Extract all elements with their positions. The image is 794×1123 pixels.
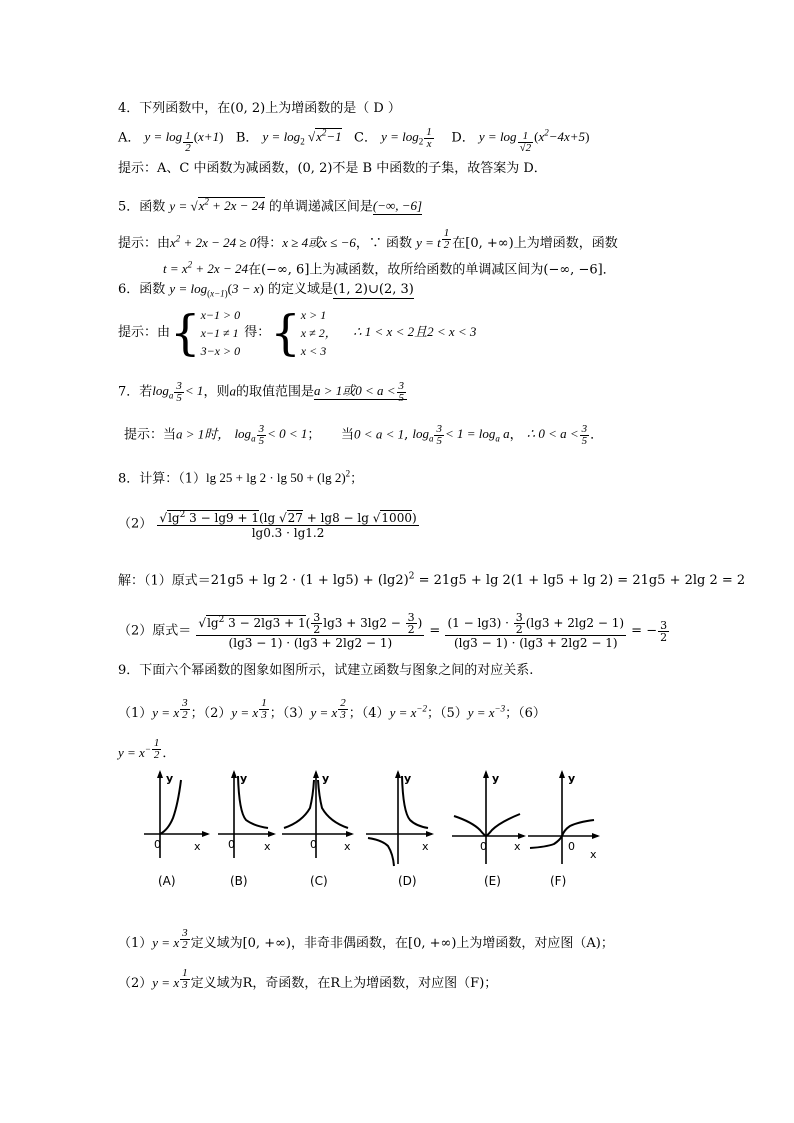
caption-b: (B) xyxy=(230,874,248,888)
q9-list-3: ；（3） xyxy=(269,705,311,721)
power-function-graphs xyxy=(140,768,610,894)
q6-sys1-row: 3−x > 0 xyxy=(200,343,241,358)
q4-opt-c-label: C． xyxy=(354,130,377,146)
q5-hint-ineq: $x^2 + 2x - 24 \ge 0$ xyxy=(170,233,257,250)
q4-opt-a-label: A． xyxy=(118,130,141,146)
caption-c: (C) xyxy=(310,874,328,888)
q4-hint: 提示：A、C 中函数为减函数，(0, 2)不是 B 中函数的子集，故答案为 D． xyxy=(118,161,547,176)
q5-stem-post: 的单调递减区间是 xyxy=(268,199,373,215)
q5-hint-pre: 提示：由 xyxy=(118,235,171,251)
svg-text:y: y xyxy=(568,772,576,785)
q5-formula: $y = √x^2 + 2x - 24$ xyxy=(169,197,265,214)
q9-list-cont: $y = x^{- \frac{1}{2}}$ ． xyxy=(118,737,176,761)
q9-ans2-pre: （2） xyxy=(118,975,153,991)
svg-text:x: x xyxy=(264,840,271,853)
q6-hint-pre: 提示：由 xyxy=(118,325,171,340)
q6-hint-conclusion: ∴ 1 < x < 2且2 < x < 3 xyxy=(353,324,477,339)
q5-hint-line2 xyxy=(163,256,616,279)
q5-stem-pre: 5．函数 xyxy=(118,199,166,215)
graph-c xyxy=(282,770,354,858)
svg-text:y: y xyxy=(240,772,248,785)
svg-text:x: x xyxy=(590,848,597,861)
caption-d: (D) xyxy=(398,874,417,888)
q7-formula: $\log_a$ $\frac{3}{5}$ < 1 xyxy=(152,380,204,404)
q5-hint-mid: 得： xyxy=(256,235,283,251)
q6-stem-pre: 6．函数 xyxy=(118,282,166,297)
q4-stem: 4．下列函数中，在(0, 2)上为增函数的是（ D ） xyxy=(118,101,401,116)
q7-stem-pre: 7．若 xyxy=(118,384,153,400)
q7-hint-ineq1: $\log_a$ $\frac{3}{5}$ < 0 < 1 xyxy=(234,423,308,447)
q4-opt-b-formula: $y = \log_2 √x^2-1$ xyxy=(262,128,342,147)
q9-list-6: ；（6） xyxy=(505,705,546,721)
q7-answer: a > 1或0 < a < $\frac{3}{5}$ xyxy=(314,383,407,400)
q8-solution1 xyxy=(118,568,745,590)
q9-list: （1）y = x $^{\frac{3}{2}}$ ；（2）y = x $^{\frac{1}{3}}$ ；（3）y = x $^{\frac{2}{3}}$ ；$(4)y = x^{-2}$；$(5)y = x^{-3}$；（6） xyxy=(118,697,546,721)
q6-brace2: { xyxy=(270,304,301,361)
q7-stem-post: 的取值范围是 xyxy=(235,384,314,400)
svg-text:y: y xyxy=(166,772,174,785)
q6-stem-post: 的定义域是 xyxy=(268,282,334,297)
q9-ans1-text: 定义域为[0, +∞)，非奇非偶函数，在[0, +∞)上为增函数，对应图（A)； xyxy=(190,935,614,951)
q5-stem xyxy=(118,193,422,216)
q6-brace1: { xyxy=(170,304,201,361)
svg-text:x: x xyxy=(514,840,521,853)
q5-hint-tail: 在[0, +∞)上为增函数，函数 xyxy=(452,235,618,251)
q5-hint-post: ，∵ 函数 xyxy=(355,235,412,251)
q9-list-1: （1） xyxy=(118,705,153,721)
q6-sys2-row: x < 3 xyxy=(300,343,327,358)
q7-hint-case2: 0 < a < 1 xyxy=(354,426,405,442)
q7-hint-case1: a > 1时， xyxy=(176,426,231,442)
svg-text:0: 0 xyxy=(310,838,317,851)
q4-options xyxy=(118,124,589,154)
q5-hint-line1 xyxy=(118,228,618,253)
q8-sol1-formula: $21g5 + \lg 2 \cdot (1 + \lg 5) + (\lg 2)^2 = 21g5 + \lg 2(1 + \lg 5 + \lg 2) = 21g5 + 2\lg$ 2 = 2 xyxy=(210,572,746,589)
svg-text:0: 0 xyxy=(154,838,161,851)
q5-answer: (−∞, −6] xyxy=(372,198,423,214)
q7-stem: 7．若$\log_a$ $\frac{3}{5}$ < 1，则a的取值范围是a > 1或0 < a < $\frac{3}{5}$ xyxy=(118,381,407,405)
q4-opt-d-label: D． xyxy=(451,130,475,146)
q8-stem-text: 8．计算：（1） xyxy=(118,471,207,487)
svg-text:y: y xyxy=(404,772,412,785)
svg-text:0: 0 xyxy=(568,840,575,853)
q7-hint-conclusion: ∴ 0 < a < $\frac{3}{5}$ xyxy=(526,423,588,447)
q7-hint-when: 当 xyxy=(341,427,355,443)
caption-f: (F) xyxy=(550,874,567,888)
q6-stem xyxy=(118,280,414,303)
q9-ans1-pre: （1） xyxy=(118,935,153,951)
q8-sol1-label: 解：（1）原式＝ xyxy=(118,573,211,589)
graph-e xyxy=(452,770,526,864)
svg-text:0: 0 xyxy=(228,838,235,851)
q6-sys2-row: x > 1 xyxy=(300,307,327,322)
q7-stem-mid: ，则 xyxy=(203,384,230,400)
q8-sol2-label: （2）原式＝ xyxy=(118,623,192,639)
q6-formula: $y = \log_{(x-1)}(3 - x)$ xyxy=(169,281,264,299)
q8-part2 xyxy=(118,508,420,540)
q6-sys1-row: x−1 ≠ 1 xyxy=(200,325,239,340)
q9-ans2-text: 定义域为R，奇函数，在R上为增函数，对应图（F)； xyxy=(190,975,498,991)
q4-opt-d-formula: y = log $_{\frac{1}{√2}}$ $(x^2-4x+5)$ xyxy=(478,128,590,155)
graph-d xyxy=(366,770,434,866)
q8-stem: 8．计算：（1）lg 25 + lg 2 · lg 50 + (lg 2)$^2$； xyxy=(118,469,364,487)
q8-solution2: （2）原式＝ $√\lg^2$ 3 − 2lg3 + 1( $\frac{3}{2}$ lg3 + 3lg2 − $\frac{3}{2}$ ) (lg3 − 1) · (lg3 + 2lg2 − 1) = (1 − lg3) · $\frac{3}{2}$ (lg3 + 2lg2 − 1) (lg3 − 1) · (lg3 + 2lg2 − 1) = − $\frac{3}{2}$ xyxy=(118,611,668,650)
graph-b xyxy=(218,770,276,858)
q9-list-5: ；（5） xyxy=(426,705,468,721)
q9-list-4: ；（4） xyxy=(348,705,390,721)
q6-answer: (1, 2)∪(2, 3) xyxy=(333,282,414,297)
q9-stem: 9．下面六个幂函数的图象如图所示，试建立函数与图象之间的对应关系. xyxy=(118,663,534,678)
q6-sys1-row: x−1 > 0 xyxy=(200,307,241,322)
q5-hint-t: $t = x^2 + 2x - 24$ xyxy=(163,260,248,277)
q8-sol2-result: $\frac{3}{2}$ xyxy=(660,618,668,644)
q5-hint2-text: 在(−∞, 6]上为减函数，故所给函数的单调减区间为(−∞, −6]． xyxy=(247,262,616,278)
q4-opt-a-formula: y = log $_{\frac{1}{2}}$ (x+1) xyxy=(144,129,224,155)
q8-part2-label: （2） xyxy=(118,516,153,532)
q7-hint: 提示：当a > 1时， $\log_a$ $\frac{3}{5}$ < 0 < 1； 当0 < a < 1, $\log_a$ $\frac{3}{5}$ < $1 = \log_a a$， ∴ 0 < a < $\frac{3}{5}$ ． xyxy=(124,423,604,447)
graph-a xyxy=(144,770,210,858)
q4-opt-c-formula: $y = \log_2$ $\frac{1}{x}$ xyxy=(381,125,432,150)
q6-hint xyxy=(118,304,476,361)
svg-text:0: 0 xyxy=(480,840,487,853)
caption-e: (E) xyxy=(484,874,501,888)
q8-part2-formula: $\frac{√\lg^2 3 - \lg 9 + 1(\lg √27 + \lg 8 - \lg √1000)}{\lg 0.3 \cdot \lg 1.2}$ xyxy=(159,510,417,540)
q6-system2 xyxy=(301,306,337,360)
q7-hint-pre: 提示：当 xyxy=(124,427,177,443)
q8-sol2-frac1: $√\lg^2$ 3 − 2lg3 + 1( $\frac{3}{2}$ lg3 + 3lg2 − $\frac{3}{2}$ ) (lg3 − 1) · (lg3 + 2lg2 − 1) xyxy=(198,611,423,650)
graph-f xyxy=(528,770,600,864)
svg-text:x: x xyxy=(422,840,429,853)
svg-text:y: y xyxy=(492,772,500,785)
q9-list-2: ；（2） xyxy=(190,705,232,721)
q8-part1-formula: lg 25 + lg 2 · lg 50 + (lg 2)$^2$ xyxy=(206,469,351,486)
q6-system1 xyxy=(201,306,241,360)
q7-hint-ineq2: $\log_a$ $\frac{3}{5}$ < $1 = \log_a a$ xyxy=(412,423,510,447)
caption-a: (A) xyxy=(158,874,176,888)
q9-answer-2: （2）y = x $^{\frac{1}{3}}$ 定义域为R，奇函数，在R上为增函数，对应图（F)； xyxy=(118,967,498,991)
q8-sol2-frac2: (1 − lg3) · $\frac{3}{2}$ (lg3 + 2lg2 − 1) (lg3 − 1) · (lg3 + 2lg2 − 1) xyxy=(447,611,625,650)
q5-hint-func: y = t $^{\frac{1}{2}}$ xyxy=(416,227,450,251)
svg-text:y: y xyxy=(322,772,330,785)
q9-answer-1: （1）y = x $^{\frac{3}{2}}$ 定义域为[0, +∞)，非奇非偶函数，在[0, +∞)上为增函数，对应图（A)； xyxy=(118,927,614,951)
q5-hint-cond: x ≥ 4或x ≤ −6 xyxy=(282,234,356,250)
q4-opt-b-label: B． xyxy=(235,130,259,146)
svg-text:x: x xyxy=(344,840,351,853)
q6-sys2-row: x ≠ 2， xyxy=(300,325,337,340)
q6-hint-mid: 得： xyxy=(244,325,271,340)
svg-text:x: x xyxy=(194,840,201,853)
